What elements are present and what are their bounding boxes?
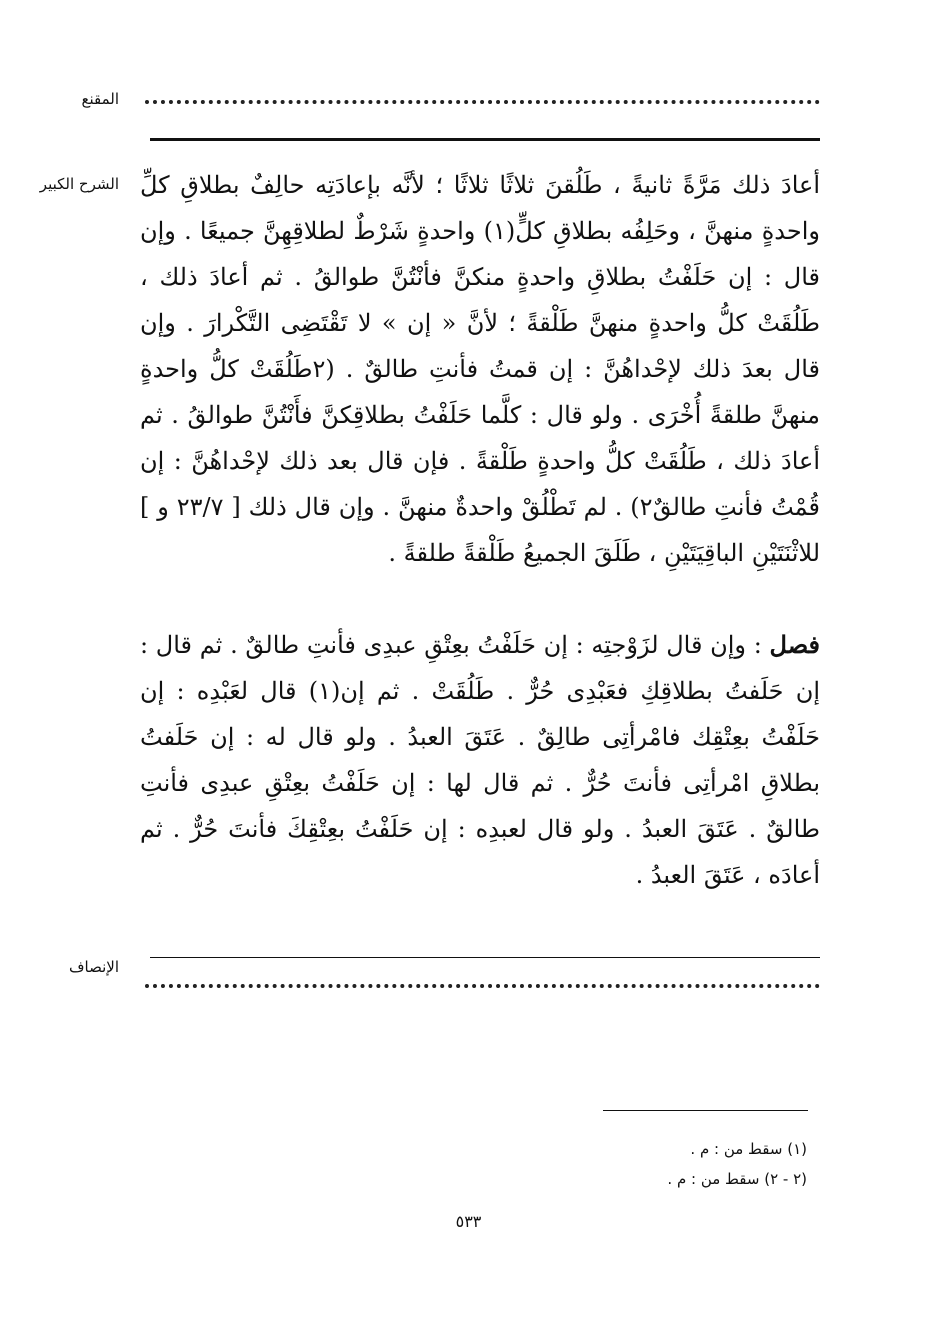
commentary-paragraph-1: أعادَ ذلك مَرَّةً ثانيةً ، طَلُقنَ ثلاثًا ثلاثًا ؛ لأنَّه بإعادَتِه حالِفٌ بطلاقِ كلِّ واحدةٍ منهنَّ ، وحَلِفُه بطلاقِ كلٍّ(١) واحدةٍ شَرْطٌ لطلاقِهِنَّ جميعًا . وإن قال : إن حَلَفْتُ بطلاقِ واحدةٍ منكنَّ فأنْتُنَّ طوالقُ . ثم أعادَ ذلك ، طَلُقَتْ كلُّ واحدةٍ منهنَّ طَلْقةً ؛ لأنَّ « إن » لا تَقْتَضِى التَّكْرارَ . وإن قال بعدَ ذلك لإحْداهُنَّ : إن قمتُ فأنتِ طالقٌ . (٢طَلُقَتْ كلُّ واحدةٍ منهنَّ طلقةً أُخْرَى . ولو قال : كلَّما حَلَفْتُ بطلاقِكنَّ فأَنْتُنَّ طوالقُ . ثم أعادَ ذلك ، طَلُقَتْ كلُّ واحدةٍ طَلْقةً . فإن قال بعد ذلك لإحْداهُنَّ : إن قُمْتُ فأنتِ طالقٌ٢) . لم تَطْلُقْ واحدةٌ منهنَّ . وإن قال ذلك [ ٢٣/٧ و ] للاثْنَتَيْنِ الباقِيَتَيْنِ ، طَلَقَ الجميعُ طَلْقةً طلقةً . bbox=[140, 171, 820, 567]
footnote-rule bbox=[603, 1110, 808, 1111]
commentary-paragraph-2 bbox=[140, 622, 820, 898]
muqni-dotted-line bbox=[145, 100, 820, 104]
page-number: ٥٣٣ bbox=[455, 1212, 482, 1231]
sharh-label: الشرح الكبير bbox=[39, 175, 119, 193]
insaf-label: الإنصاف bbox=[68, 958, 119, 976]
footnote-2: (٢ - ٢) سقط من : م . bbox=[667, 1170, 807, 1188]
muqni-label: المقنع bbox=[81, 90, 119, 108]
footnote-1: (١) سقط من : م . bbox=[690, 1140, 807, 1158]
fasl-text: : وإن قال لزَوْجتِه : إن حَلَفْتُ بعِتْقِ عبدِى فأنتِ طالقٌ . ثم قال : إن حَلَفتُ بطلاقِكِ فعَبْدِى حُرٌّ . طَلُقَتْ . ثم إن(١) قال لعَبْدِه : إن حَلَفْتُ بعِتْقِك فامْرأتِى طالِقٌ . عَتَقَ العبدُ . ولو قال له : إن حَلَفتُ بطلاقِ امْرأتِى فأنتَ حُرٌّ . ثم قال لها : إن حَلَفْتُ بعِتْقِ عبدِى فأنتِ طالقٌ . عَتَقَ العبدُ . ولو قال لعبدِه : إن حَلَفْتُ بعِتْقِكَ فأنتَ حُرٌّ . ثم أعادَه ، عَتَقَ العبدُ . bbox=[140, 631, 820, 889]
fasl-heading: فصل bbox=[769, 630, 820, 659]
header-rule bbox=[150, 138, 820, 141]
insaf-dotted-line bbox=[145, 984, 820, 988]
insaf-rule bbox=[150, 957, 820, 958]
commentary-text bbox=[140, 162, 820, 898]
